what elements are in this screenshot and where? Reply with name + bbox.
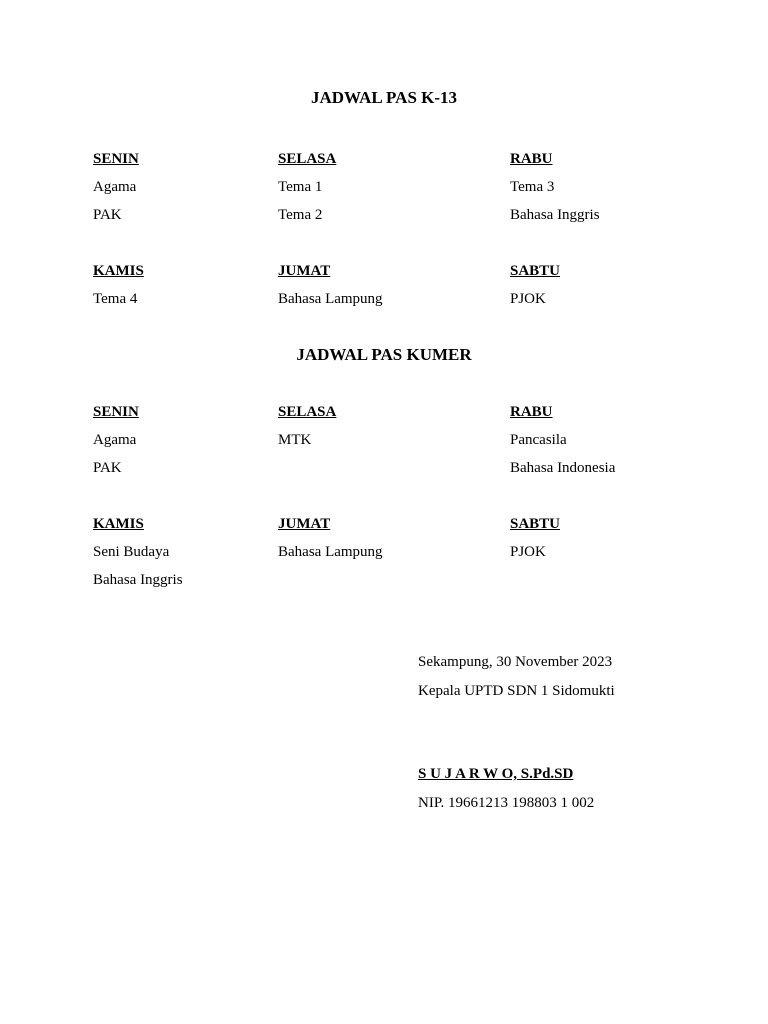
kumer-selasa-item-1: MTK bbox=[278, 432, 312, 448]
k13-rabu-item-1: Tema 3 bbox=[510, 179, 555, 195]
signatory-position: Kepala UPTD SDN 1 Sidomukti bbox=[418, 683, 615, 699]
k13-selasa-column bbox=[278, 150, 498, 234]
kumer-rabu-day: RABU bbox=[510, 404, 553, 420]
k13-senin-day: SENIN bbox=[93, 151, 139, 167]
k13-senin-item-1: Agama bbox=[93, 179, 137, 195]
k13-jumat-day: JUMAT bbox=[278, 263, 331, 279]
k13-selasa-day: SELASA bbox=[278, 151, 337, 167]
place-date: Sekampung, 30 November 2023 bbox=[418, 654, 613, 670]
kumer-jumat-item-1: Bahasa Lampung bbox=[278, 544, 383, 560]
k13-kamis-day: KAMIS bbox=[93, 263, 144, 279]
k13-jumat-item-1: Bahasa Lampung bbox=[278, 291, 383, 307]
k13-rabu-item-2: Bahasa Inggris bbox=[510, 207, 600, 223]
k13-sabtu-column bbox=[510, 262, 730, 318]
k13-jumat-column bbox=[278, 262, 498, 318]
kumer-senin-item-2: PAK bbox=[93, 460, 122, 476]
kumer-sabtu-item-1: PJOK bbox=[510, 544, 546, 560]
signature-block bbox=[418, 765, 738, 823]
k13-senin-item-2: PAK bbox=[93, 207, 122, 223]
k13-title: JADWAL PAS K-13 bbox=[310, 88, 458, 107]
kumer-jumat-day: JUMAT bbox=[278, 516, 331, 532]
kumer-sabtu-day: SABTU bbox=[510, 516, 561, 532]
kumer-rabu-item-2: Bahasa Indonesia bbox=[510, 460, 616, 476]
kumer-sabtu-column bbox=[510, 515, 730, 571]
kumer-selasa-day: SELASA bbox=[278, 404, 337, 420]
kumer-kamis-item-1: Seni Budaya bbox=[93, 544, 170, 560]
kumer-rabu-column bbox=[510, 403, 730, 487]
k13-rabu-day: RABU bbox=[510, 151, 553, 167]
kumer-selasa-column bbox=[278, 403, 498, 459]
kumer-rabu-item-1: Pancasila bbox=[510, 432, 567, 448]
signature-header bbox=[418, 653, 738, 711]
kumer-kamis-item-2: Bahasa Inggris bbox=[93, 572, 183, 588]
k13-selasa-item-2: Tema 2 bbox=[278, 207, 323, 223]
signatory-name: S U J A R W O, S.Pd.SD bbox=[418, 766, 574, 782]
k13-rabu-column bbox=[510, 150, 730, 234]
k13-sabtu-day: SABTU bbox=[510, 263, 561, 279]
kumer-kamis-day: KAMIS bbox=[93, 516, 144, 532]
kumer-senin-day: SENIN bbox=[93, 404, 139, 420]
k13-sabtu-item-1: PJOK bbox=[510, 291, 546, 307]
signatory-nip: NIP. 19661213 198803 1 002 bbox=[418, 795, 595, 811]
kumer-title: JADWAL PAS KUMER bbox=[296, 345, 472, 364]
k13-selasa-item-1: Tema 1 bbox=[278, 179, 323, 195]
kumer-senin-item-1: Agama bbox=[93, 432, 137, 448]
kumer-jumat-column bbox=[278, 515, 498, 571]
k13-kamis-item-1: Tema 4 bbox=[93, 291, 138, 307]
